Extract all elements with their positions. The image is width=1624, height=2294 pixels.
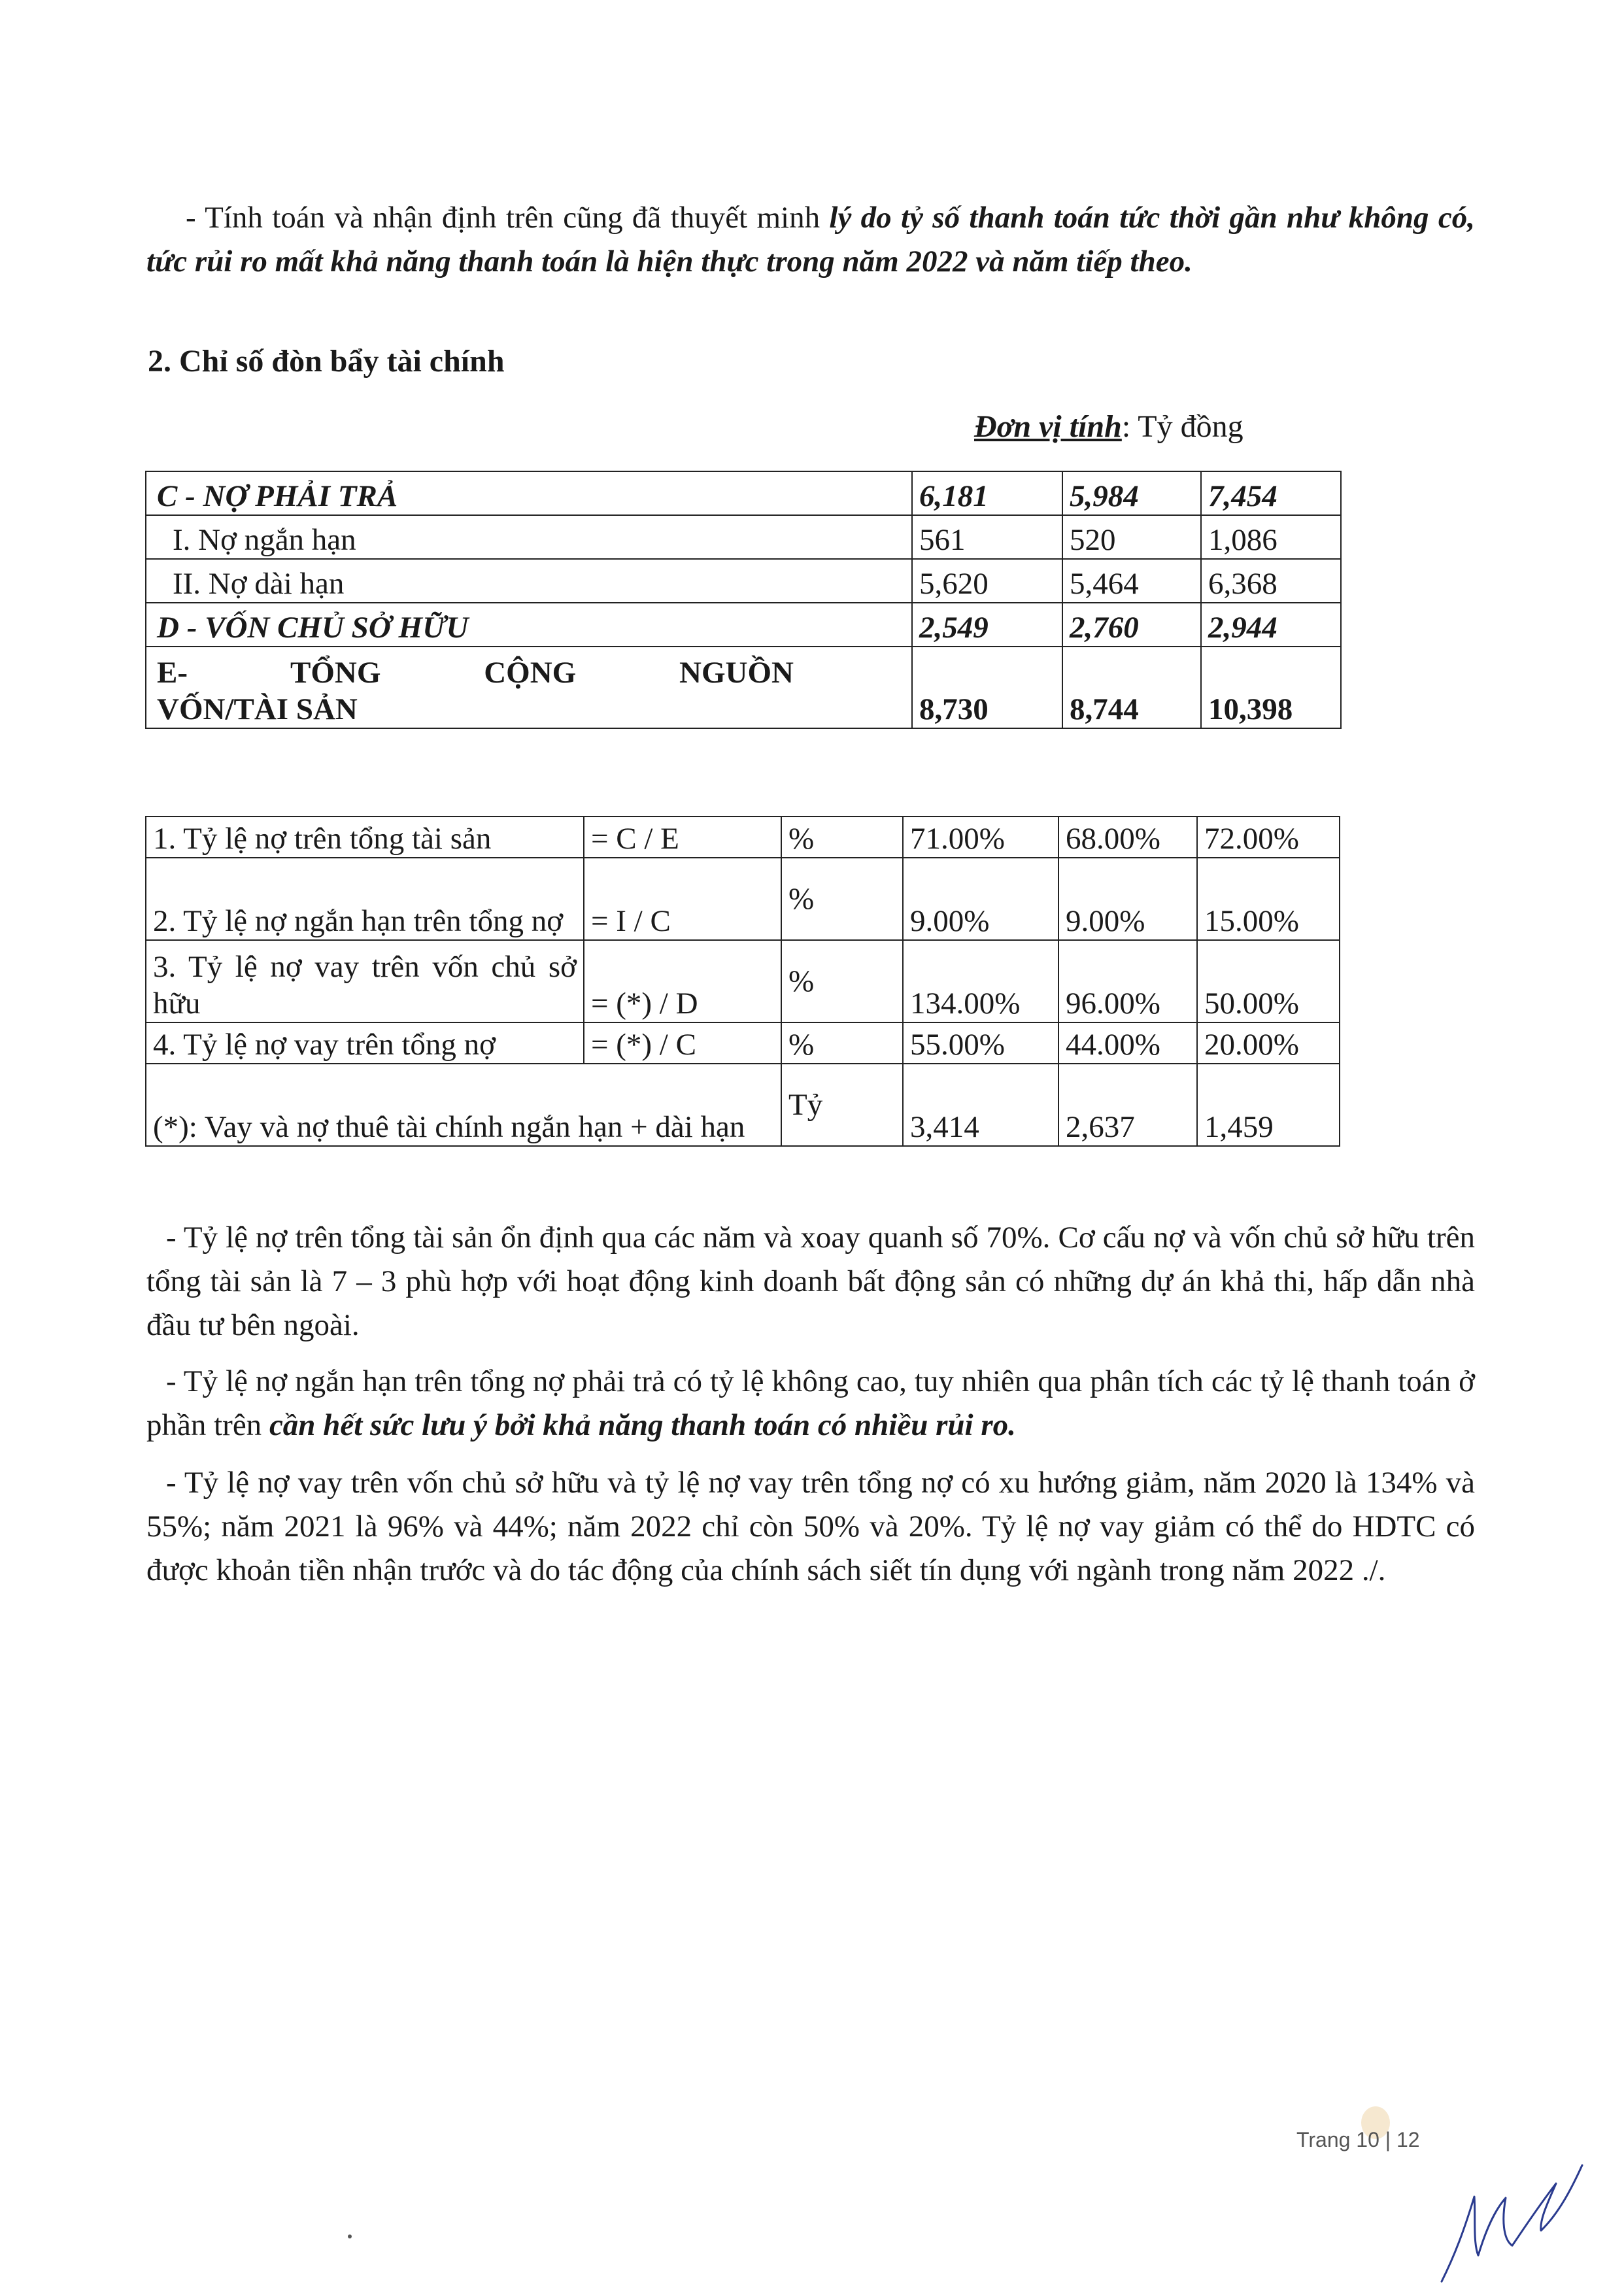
balance-table bbox=[145, 471, 1342, 729]
value-cell: 6,181 bbox=[912, 471, 1062, 515]
table-row bbox=[146, 559, 1341, 603]
value-cell: 520 bbox=[1062, 515, 1201, 559]
value-cell: 50.00% bbox=[1197, 940, 1340, 1022]
value-cell: 9.00% bbox=[1058, 858, 1197, 940]
unit-label-key: Đơn vị tính bbox=[974, 409, 1122, 444]
ratio-unit: % bbox=[781, 1022, 903, 1064]
section-title: 2. Chỉ số đòn bẩy tài chính bbox=[148, 344, 505, 379]
value-cell: 2,637 bbox=[1058, 1064, 1197, 1146]
row-label-line2: VỐN/TÀI SẢN bbox=[157, 692, 358, 726]
table-row bbox=[146, 940, 1340, 1022]
value-cell: 8,744 bbox=[1062, 647, 1201, 728]
paragraph-2-text: - Tỷ lệ nợ ngắn hạn trên tổng nợ phải trả có tỷ lệ không cao, tuy nhiên qua phân tích các tỷ lệ thanh toán ở phần trên bbox=[146, 1364, 1475, 1442]
value-cell: 8,730 bbox=[912, 647, 1062, 728]
table-row bbox=[146, 603, 1341, 647]
value-cell: 2,760 bbox=[1062, 603, 1201, 647]
value-cell: 10,398 bbox=[1201, 647, 1341, 728]
paragraph-2-emphasis: cần hết sức lưu ý bởi khả năng thanh toán có nhiều rủi ro. bbox=[269, 1408, 1016, 1442]
value-cell: 71.00% bbox=[903, 817, 1058, 858]
value-cell: 15.00% bbox=[1197, 858, 1340, 940]
value-cell: 6,368 bbox=[1201, 559, 1341, 603]
value-cell: 2,549 bbox=[912, 603, 1062, 647]
value-cell: 1,086 bbox=[1201, 515, 1341, 559]
value-cell: 68.00% bbox=[1058, 817, 1197, 858]
ratio-unit: % bbox=[781, 817, 903, 858]
ratio-formula: = I / C bbox=[584, 858, 781, 940]
ratio-unit: % bbox=[781, 940, 903, 1022]
analysis-paragraph-2 bbox=[146, 1360, 1475, 1447]
analysis-paragraph-1: - Tỷ lệ nợ trên tổng tài sản ổn định qua các năm và xoay quanh số 70%. Cơ cấu nợ và vốn chủ sở hữu trên tổng tài sản là 7 – 3 phù hợp với hoạt động kinh doanh bất động sản có những dự án khả thi, hấp dẫn nhà đầu tư bên ngoài. bbox=[146, 1221, 1475, 1342]
value-cell: 44.00% bbox=[1058, 1022, 1197, 1064]
row-label-line1: E- TỔNG CỘNG NGUỒN bbox=[157, 656, 794, 690]
value-cell: 1,459 bbox=[1197, 1064, 1340, 1146]
unit-label-value: : Tỷ đồng bbox=[1121, 409, 1243, 444]
intro-paragraph bbox=[146, 196, 1475, 284]
table-row bbox=[146, 858, 1340, 940]
row-label: D - VỐN CHỦ SỞ HỮU bbox=[146, 603, 912, 647]
ratio-label: 1. Tỷ lệ nợ trên tổng tài sản bbox=[146, 817, 584, 858]
value-cell: 20.00% bbox=[1197, 1022, 1340, 1064]
ratio-formula: = (*) / D bbox=[584, 940, 781, 1022]
table-row bbox=[146, 817, 1340, 858]
value-cell: 134.00% bbox=[903, 940, 1058, 1022]
table-row bbox=[146, 471, 1341, 515]
analysis-paragraph-3: - Tỷ lệ nợ vay trên vốn chủ sở hữu và tỷ lệ nợ vay trên tổng nợ có xu hướng giảm, năm 2020 là 134% và 55%; năm 2021 là 96% và 44%; năm 2022 chỉ còn 50% và 20%. Tỷ lệ nợ vay giảm có thể do HDTC có được khoản tiền nhận trước và do tác động của chính sách siết tín dụng với ngành trong năm 2022 ./. bbox=[146, 1466, 1475, 1587]
value-cell: 2,944 bbox=[1201, 603, 1341, 647]
table-row bbox=[146, 515, 1341, 559]
speck bbox=[348, 2235, 352, 2238]
ratio-label: 4. Tỷ lệ nợ vay trên tổng nợ bbox=[146, 1022, 584, 1064]
ratio-footnote: (*): Vay và nợ thuê tài chính ngắn hạn + dài hạn bbox=[146, 1064, 781, 1146]
value-cell: 55.00% bbox=[903, 1022, 1058, 1064]
intro-emphasis: lý do tỷ số thanh toán tức thời gần như không có, tức rủi ro mất khả năng thanh toán là hiện thực trong năm 2022 và năm tiếp theo. bbox=[146, 201, 1476, 278]
value-cell: 5,620 bbox=[912, 559, 1062, 603]
row-label: I. Nợ ngắn hạn bbox=[146, 515, 912, 559]
table-row bbox=[146, 1022, 1340, 1064]
value-cell: 5,984 bbox=[1062, 471, 1201, 515]
value-cell: 96.00% bbox=[1058, 940, 1197, 1022]
ratio-unit: % bbox=[781, 858, 903, 940]
page-number: Trang 10 | 12 bbox=[1296, 2128, 1420, 2151]
ratio-formula: = (*) / C bbox=[584, 1022, 781, 1064]
row-label: II. Nợ dài hạn bbox=[146, 559, 912, 603]
ratio-formula: = C / E bbox=[584, 817, 781, 858]
signature-image bbox=[1435, 2157, 1585, 2288]
ratio-unit: Tỷ bbox=[781, 1064, 903, 1146]
value-cell: 7,454 bbox=[1201, 471, 1341, 515]
value-cell: 561 bbox=[912, 515, 1062, 559]
value-cell: 5,464 bbox=[1062, 559, 1201, 603]
ratio-label: 3. Tỷ lệ nợ vay trên vốn chủ sở hữu bbox=[146, 940, 584, 1022]
value-cell: 72.00% bbox=[1197, 817, 1340, 858]
value-cell: 9.00% bbox=[903, 858, 1058, 940]
row-label: C - NỢ PHẢI TRẢ bbox=[146, 471, 912, 515]
intro-text: - Tính toán và nhận định trên cũng đã thuyết minh bbox=[186, 201, 830, 235]
ratio-table bbox=[145, 816, 1340, 1147]
row-label bbox=[146, 647, 912, 728]
table-row bbox=[146, 647, 1341, 728]
unit-label bbox=[974, 409, 1243, 445]
value-cell: 3,414 bbox=[903, 1064, 1058, 1146]
table-row bbox=[146, 1064, 1340, 1146]
ratio-label: 2. Tỷ lệ nợ ngắn hạn trên tổng nợ bbox=[146, 858, 584, 940]
